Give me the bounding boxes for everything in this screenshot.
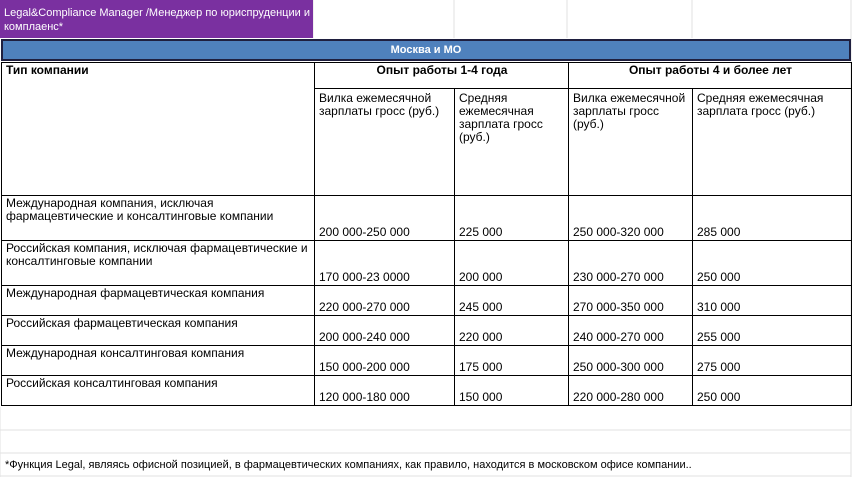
subheader-avg-2: Средняя ежемесячная зарплата гросс (руб.) [693,89,852,196]
avg-1-4-cell: 245 000 [455,286,569,316]
table-row [2,346,852,376]
range-1-4-cell: 200 000-240 000 [315,316,455,346]
subheader-range-2: Вилка ежемесячной зарплаты гросс (руб.) [569,89,693,196]
company-cell: Международная компания, исключая фармацевтические и консалтинговые компании [2,196,315,241]
range-1-4-cell: 220 000-270 000 [315,286,455,316]
company-cell: Российская фармацевтическая компания [2,316,315,346]
subheader-range-1: Вилка ежемесячной зарплаты гросс (руб.) [315,89,455,196]
table-row [2,316,852,346]
avg-1-4-cell: 225 000 [455,196,569,241]
avg-4-plus-cell: 285 000 [693,196,852,241]
table-row [2,196,852,241]
company-cell: Международная консалтинговая компания [2,346,315,376]
subheader-avg-1: Средняя ежемесячная зарплата гросс (руб.) [455,89,569,196]
header-row [2,63,852,89]
region-header: Москва и МО [1,39,851,61]
company-cell: Международная фармацевтическая компания [2,286,315,316]
table-row [2,286,852,316]
range-4-plus-cell: 230 000-270 000 [569,241,693,286]
avg-4-plus-cell: 310 000 [693,286,852,316]
avg-4-plus-cell: 250 000 [693,376,852,406]
range-4-plus-cell: 250 000-320 000 [569,196,693,241]
range-1-4-cell: 200 000-250 000 [315,196,455,241]
range-4-plus-cell: 270 000-350 000 [569,286,693,316]
company-cell: Российская компания, исключая фармацевтические и консалтинговые компании [2,241,315,286]
salary-table [1,62,852,406]
sheet-title: Legal&Compliance Manager /Менеджер по юриспруденции и комплаенс* [0,0,313,38]
footnote: *Функция Legal, являясь офисной позицией, в фармацевтических компаниях, как правило, находится в московском офисе компании.. [5,459,692,471]
table-row [2,376,852,406]
avg-1-4-cell: 150 000 [455,376,569,406]
experience-1-4-header: Опыт работы 1-4 года [315,63,569,89]
company-type-header: Тип компании [2,63,315,196]
range-1-4-cell: 150 000-200 000 [315,346,455,376]
avg-4-plus-cell: 255 000 [693,316,852,346]
company-cell: Российская консалтинговая компания [2,376,315,406]
range-1-4-cell: 120 000-180 000 [315,376,455,406]
avg-4-plus-cell: 250 000 [693,241,852,286]
avg-4-plus-cell: 275 000 [693,346,852,376]
range-4-plus-cell: 240 000-270 000 [569,316,693,346]
avg-1-4-cell: 200 000 [455,241,569,286]
range-4-plus-cell: 220 000-280 000 [569,376,693,406]
avg-1-4-cell: 220 000 [455,316,569,346]
avg-1-4-cell: 175 000 [455,346,569,376]
range-4-plus-cell: 250 000-300 000 [569,346,693,376]
range-1-4-cell: 170 000-23 0000 [315,241,455,286]
table-row [2,241,852,286]
experience-4-plus-header: Опыт работы 4 и более лет [569,63,852,89]
